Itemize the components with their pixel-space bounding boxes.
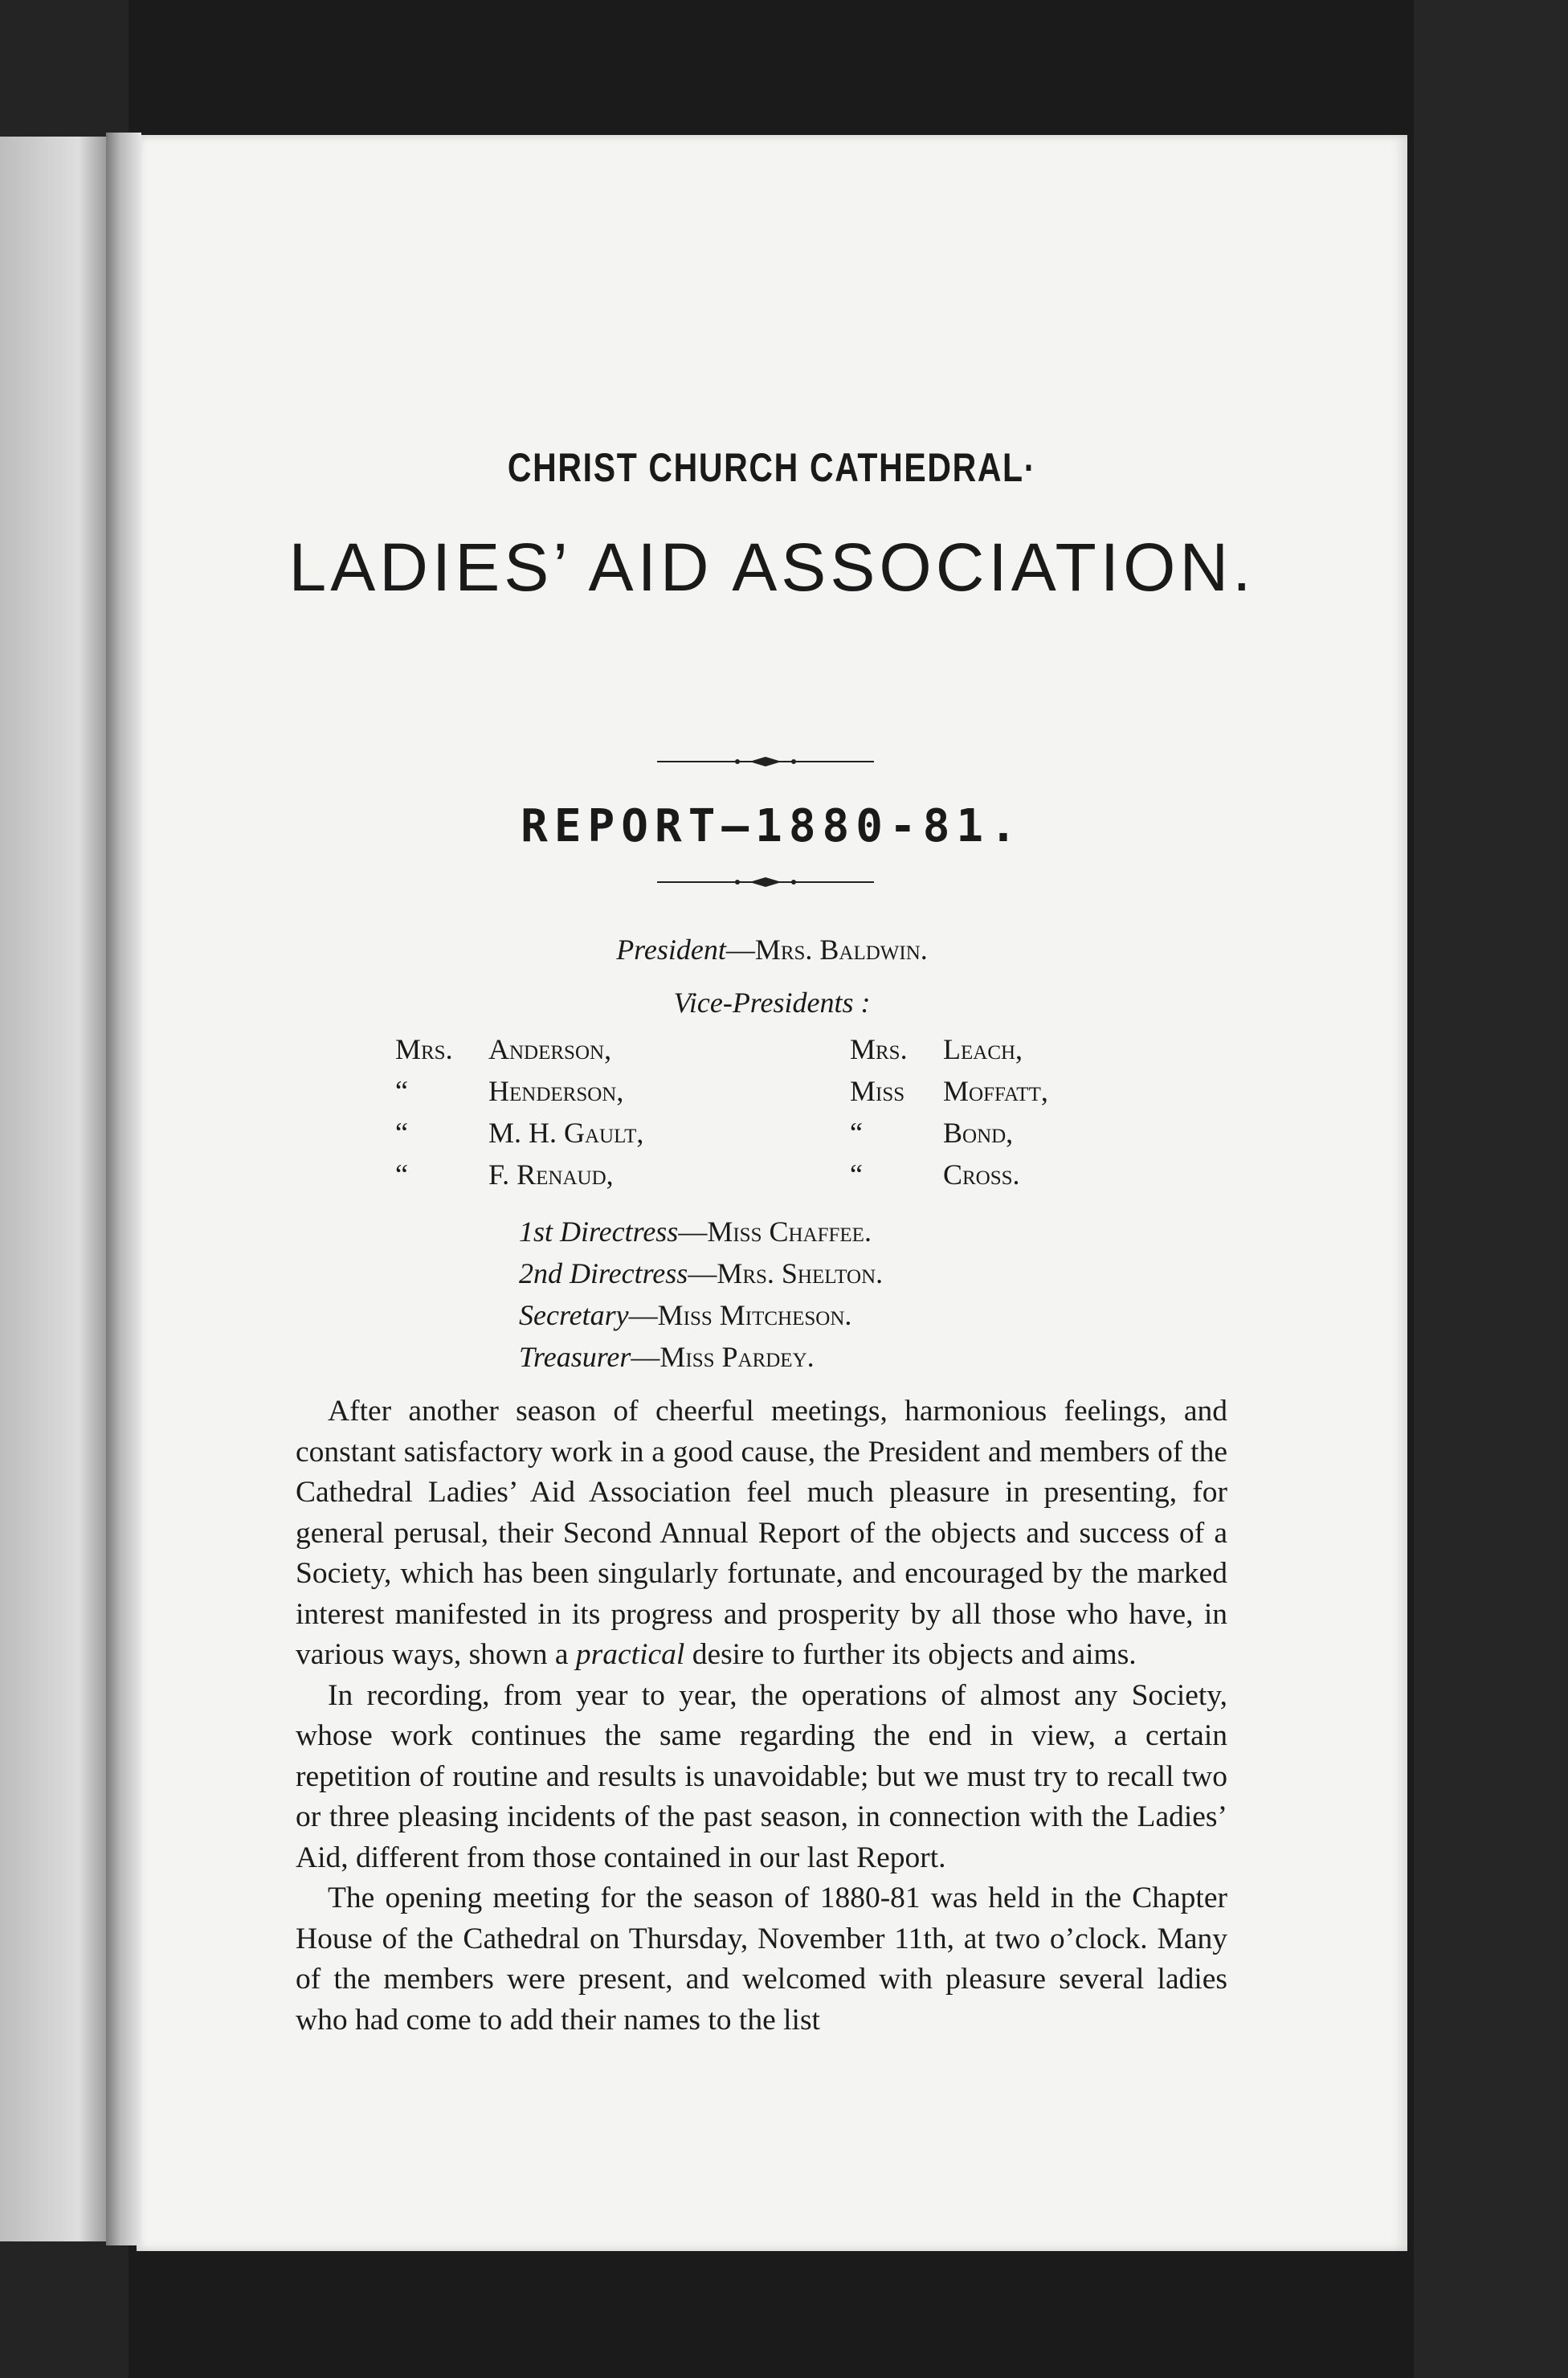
facing-page-edge bbox=[0, 137, 112, 2241]
president-name: —Mrs. Baldwin. bbox=[725, 934, 928, 966]
vice-president-row: Miss Moffatt, bbox=[850, 1075, 1048, 1107]
vice-presidents-heading: Vice-Presidents : bbox=[673, 987, 871, 1019]
vice-president-row: “ Cross. bbox=[850, 1158, 1020, 1191]
officer-second-directress: 2nd Directress—Mrs. Shelton. bbox=[519, 1257, 884, 1289]
officer-secretary: Secretary—Miss Mitcheson. bbox=[519, 1299, 852, 1331]
report-body bbox=[296, 1391, 1227, 2041]
ornament-rule-bottom bbox=[657, 874, 874, 890]
vice-president-row: “ M. H. Gault, bbox=[395, 1117, 644, 1149]
book-gutter bbox=[106, 133, 141, 2245]
scan-background-right bbox=[1414, 0, 1568, 2378]
vice-president-row: Mrs. Leach, bbox=[850, 1033, 1023, 1065]
paragraph: After another season of cheerful meetings, harmonious feelings, and constant satisfactory work in a good cause, the President and members of the Cathedral Ladies’ Aid Association feel much pleasure in presenting, for general perusal, their Second Annual Report of the objects and success of a Society, which has been singularly fortunate, and encouraged by the marked interest manifested in its progress and prosperity by all those who have, in various ways, shown a practical desire to further its objects and aims. bbox=[296, 1395, 1227, 1671]
vice-presidents-left bbox=[395, 1028, 643, 1195]
paragraph: In recording, from year to year, the operations of almost any Society, whose work continues the same regarding the end in view, a certain repetition of routine and results is unavoidable; but we must try to recall two or three pleasing incidents of the past season, in connection with the Ladies’ Aid, different from those contained in our last Report. bbox=[296, 1678, 1227, 1874]
heading-association-name: LADIES’ AID ASSOCIATION. bbox=[288, 529, 1256, 605]
officer-first-directress: 1st Directress—Miss Chaffee. bbox=[519, 1216, 872, 1248]
vice-president-row: “ Bond, bbox=[850, 1117, 1014, 1149]
vice-president-row: “ F. Renaud, bbox=[395, 1158, 614, 1191]
president-line bbox=[137, 932, 1407, 967]
vice-presidents-right bbox=[850, 1028, 1048, 1195]
president-title: President bbox=[616, 934, 726, 966]
ornament-rule-top bbox=[657, 754, 874, 770]
vice-president-row: Mrs. Anderson, bbox=[395, 1033, 612, 1065]
document-page bbox=[137, 135, 1407, 2251]
officer-treasurer: Treasurer—Miss Pardey. bbox=[519, 1341, 815, 1373]
vice-president-row: “ Henderson, bbox=[395, 1075, 624, 1107]
heading-report-year: REPORT–1880-81. bbox=[521, 800, 1023, 852]
heading-church-name: CHRIST CHURCH CATHEDRAL· bbox=[507, 445, 1037, 490]
paragraph: The opening meeting for the season of 1880-81 was held in the Chapter House of the Cathedral on Thursday, November 11th, at two o’clock. Many of the members were present, and welcomed with pleasure several ladies who had come to add their names to the list bbox=[296, 1882, 1227, 2037]
